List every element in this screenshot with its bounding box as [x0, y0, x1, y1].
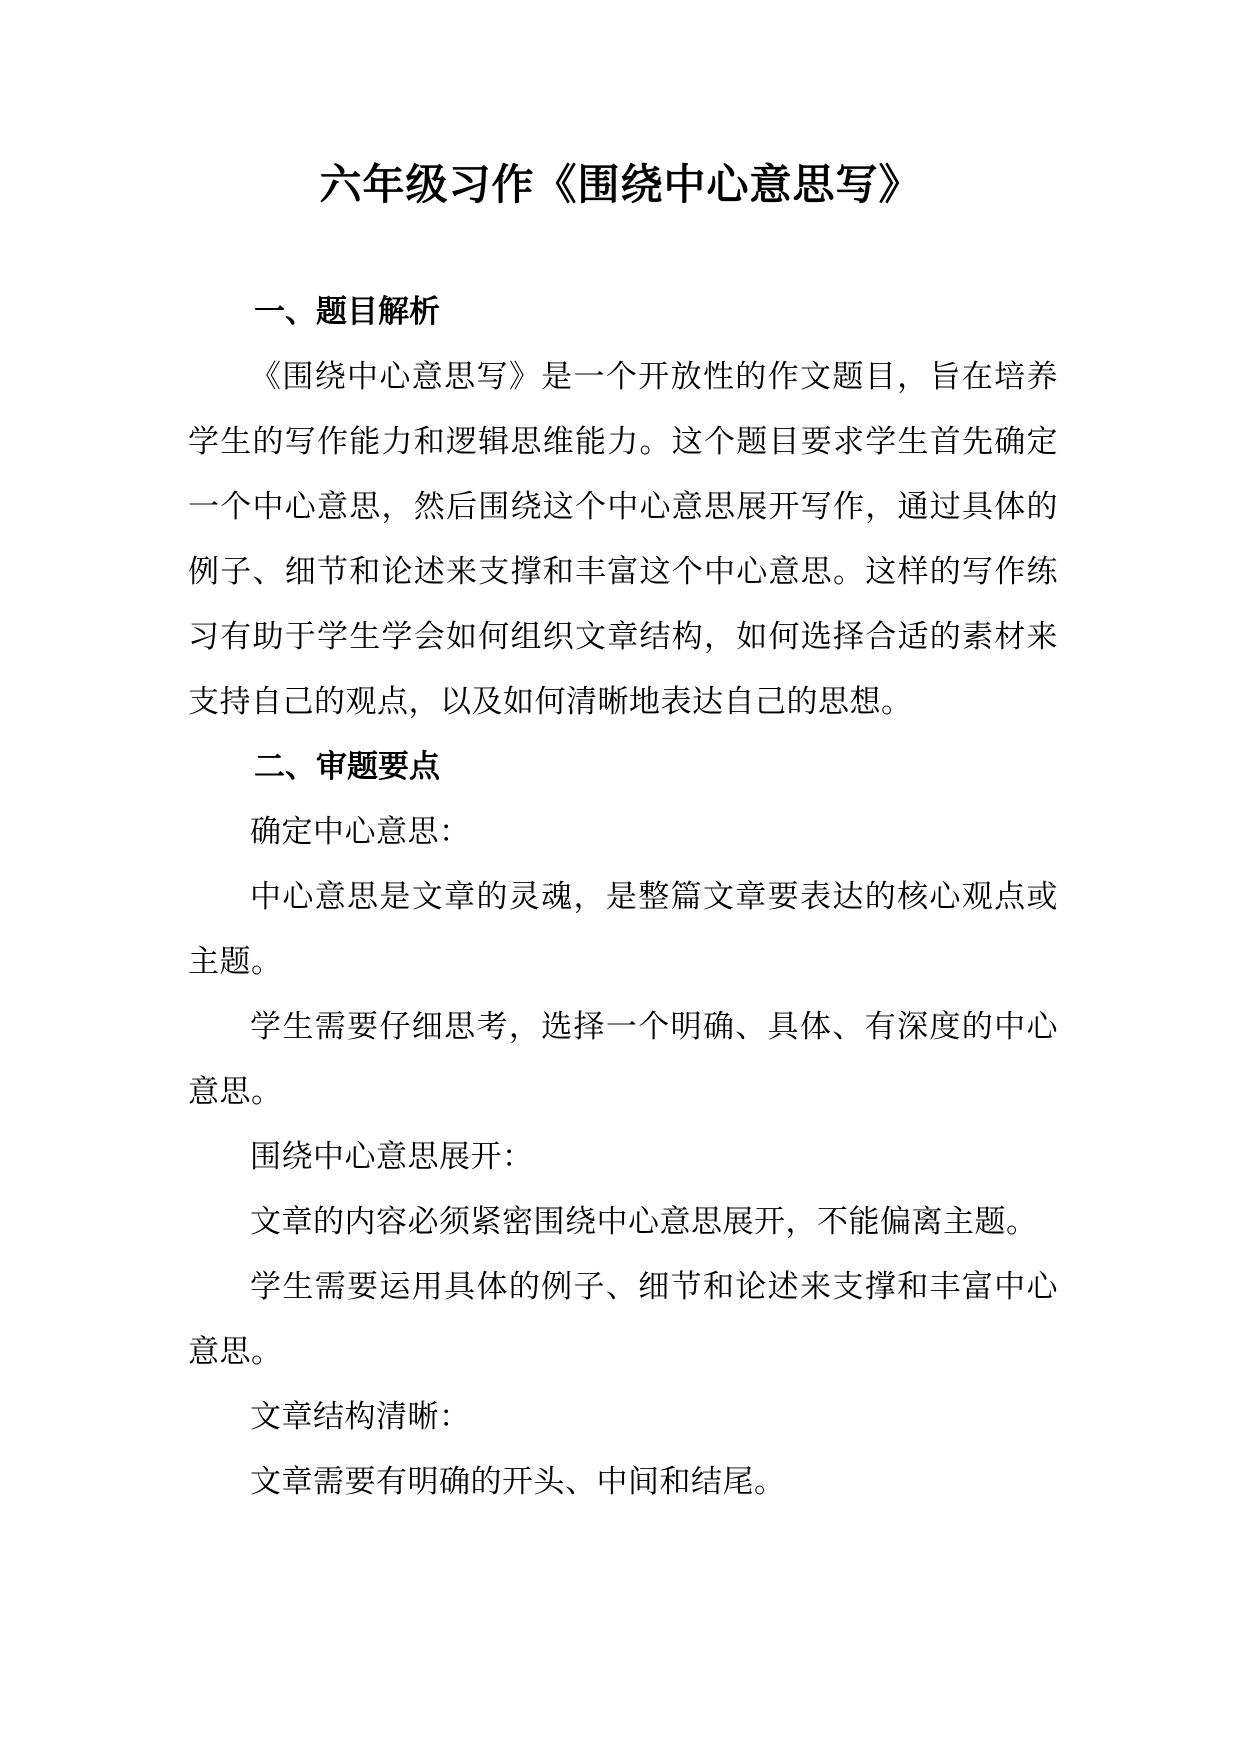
- paragraph: 文章结构清晰：: [250, 1399, 471, 1435]
- paragraph: 文章的内容必须紧密围绕中心意思展开，不能偏离主题。: [250, 1204, 1038, 1240]
- page-title: 六年级习作《围绕中心意思写》: [319, 160, 922, 209]
- paragraph: 文章需要有明确的开头、中间和结尾。: [250, 1464, 786, 1500]
- paragraph: 确定中心意思：: [250, 814, 471, 850]
- paragraph: 围绕中心意思展开：: [250, 1139, 534, 1175]
- document-body: [188, 280, 1058, 1515]
- paragraph: 《围绕中心意思写》是一个开放性的作文题目，旨在培养学生的写作能力和逻辑思维能力。这个题目要求学生首先确定一个中心意思，然后围绕这个中心意思展开写作，通过具体的例子、细节和论述来支撑和丰富这个中心意思。这样的写作练习有助于学生学会如何组织文章结构，如何选择合适的素材来支持自己的观点，以及如何清晰地表达自己的思想。: [188, 359, 1058, 720]
- paragraph: 中心意思是文章的灵魂，是整篇文章要表达的核心观点或主题。: [188, 879, 1058, 980]
- paragraph: 学生需要仔细思考，选择一个明确、具体、有深度的中心意思。: [188, 1009, 1058, 1110]
- section-heading-key-points: 二、审题要点: [254, 749, 440, 785]
- paragraph: 学生需要运用具体的例子、细节和论述来支撑和丰富中心意思。: [188, 1269, 1058, 1370]
- section-heading-analysis: 一、题目解析: [254, 294, 440, 330]
